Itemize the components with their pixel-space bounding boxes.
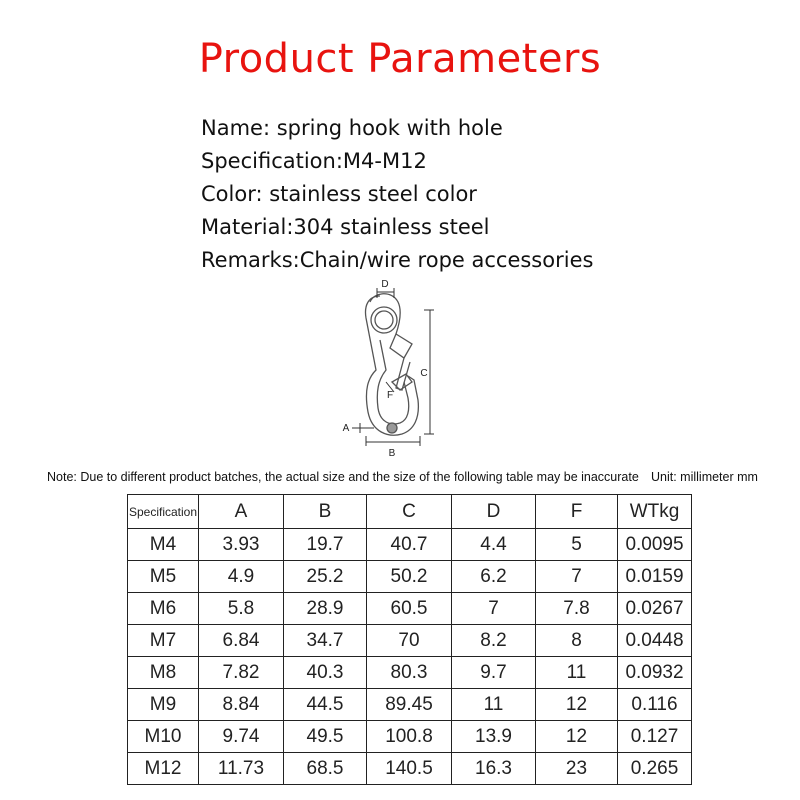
spec-color: Color: stainless steel color [201,182,477,206]
table-cell: 11 [452,689,536,721]
table-row [128,561,692,593]
table-cell: 16.3 [452,753,536,785]
table-cell: 40.3 [284,657,367,689]
header-f: F [536,495,618,529]
dim-b-label: B [388,448,396,459]
table-cell: 100.8 [367,721,452,753]
table-cell: 7 [452,593,536,625]
table-cell: 0.0267 [618,593,692,625]
table-cell: 7.8 [536,593,618,625]
table-cell-model: M8 [128,657,199,689]
spec-remarks: Remarks:Chain/wire rope accessories [201,248,594,272]
table-cell: 0.0159 [618,561,692,593]
dim-f-label: F [386,390,394,401]
table-row [128,529,692,561]
table-cell: 0.127 [618,721,692,753]
spec-material: Material:304 stainless steel [201,215,490,239]
table-row [128,625,692,657]
table-cell: 0.265 [618,753,692,785]
table-cell-model: M7 [128,625,199,657]
spec-list [201,112,593,277]
parameter-table [127,494,692,785]
table-cell: 0.116 [618,689,692,721]
table-body [128,529,692,785]
table-cell: 12 [536,689,618,721]
table-cell: 11 [536,657,618,689]
table-cell: 0.0932 [618,657,692,689]
table-cell: 9.74 [199,721,284,753]
table-cell: 23 [536,753,618,785]
table-cell: 70 [367,625,452,657]
table-row [128,657,692,689]
page-title: Product Parameters [198,36,602,82]
table-row [128,721,692,753]
header-weight: WTkg [618,495,692,529]
table-cell: 7 [536,561,618,593]
table-cell: 25.2 [284,561,367,593]
table-cell: 34.7 [284,625,367,657]
table-cell-model: M5 [128,561,199,593]
table-cell: 140.5 [367,753,452,785]
dim-c-label: C [420,368,428,379]
spec-specification: Specification:M4-M12 [201,149,427,173]
table-cell: 13.9 [452,721,536,753]
table-cell: 8 [536,625,618,657]
disclaimer-note: Note: Due to different product batches, the actual size and the size of the following table may be inaccurate [47,470,639,484]
table-row [128,689,692,721]
hook-eye [375,311,393,329]
table-cell: 4.4 [452,529,536,561]
table-cell: 6.84 [199,625,284,657]
table-cell: 9.7 [452,657,536,689]
header-a: A [199,495,284,529]
table-cell: 40.7 [367,529,452,561]
table-cell: 80.3 [367,657,452,689]
table-cell-model: M12 [128,753,199,785]
table-cell: 4.9 [199,561,284,593]
table-cell: 0.0448 [618,625,692,657]
table-cell: 68.5 [284,753,367,785]
table-row [128,753,692,785]
cross-section [387,423,397,433]
header-d: D [452,495,536,529]
table-cell: 19.7 [284,529,367,561]
hook-gate [390,334,412,358]
table-cell: 6.2 [452,561,536,593]
header-b: B [284,495,367,529]
table-cell: 5 [536,529,618,561]
table-cell: 8.84 [199,689,284,721]
table-header-row [128,495,692,529]
table-cell: 28.9 [284,593,367,625]
header-c: C [367,495,452,529]
table-cell: 8.2 [452,625,536,657]
table-cell: 50.2 [367,561,452,593]
spec-name: Name: spring hook with hole [201,116,503,140]
table-cell-model: M10 [128,721,199,753]
table-cell: 44.5 [284,689,367,721]
table-row [128,593,692,625]
dim-d-label: D [381,279,389,290]
table-cell: 5.8 [199,593,284,625]
unit-note: Unit: millimeter mm [651,470,758,484]
table-cell: 12 [536,721,618,753]
table-cell-model: M4 [128,529,199,561]
table-cell: 3.93 [199,529,284,561]
table-cell: 89.45 [367,689,452,721]
table-cell: 11.73 [199,753,284,785]
table-cell: 7.82 [199,657,284,689]
dim-a-label: A [342,423,350,434]
table-cell-model: M6 [128,593,199,625]
table-cell: 0.0095 [618,529,692,561]
table-cell: 49.5 [284,721,367,753]
table-cell-model: M9 [128,689,199,721]
header-specification: Specification [128,495,199,529]
table-cell: 60.5 [367,593,452,625]
spring-hook-diagram [330,278,440,459]
